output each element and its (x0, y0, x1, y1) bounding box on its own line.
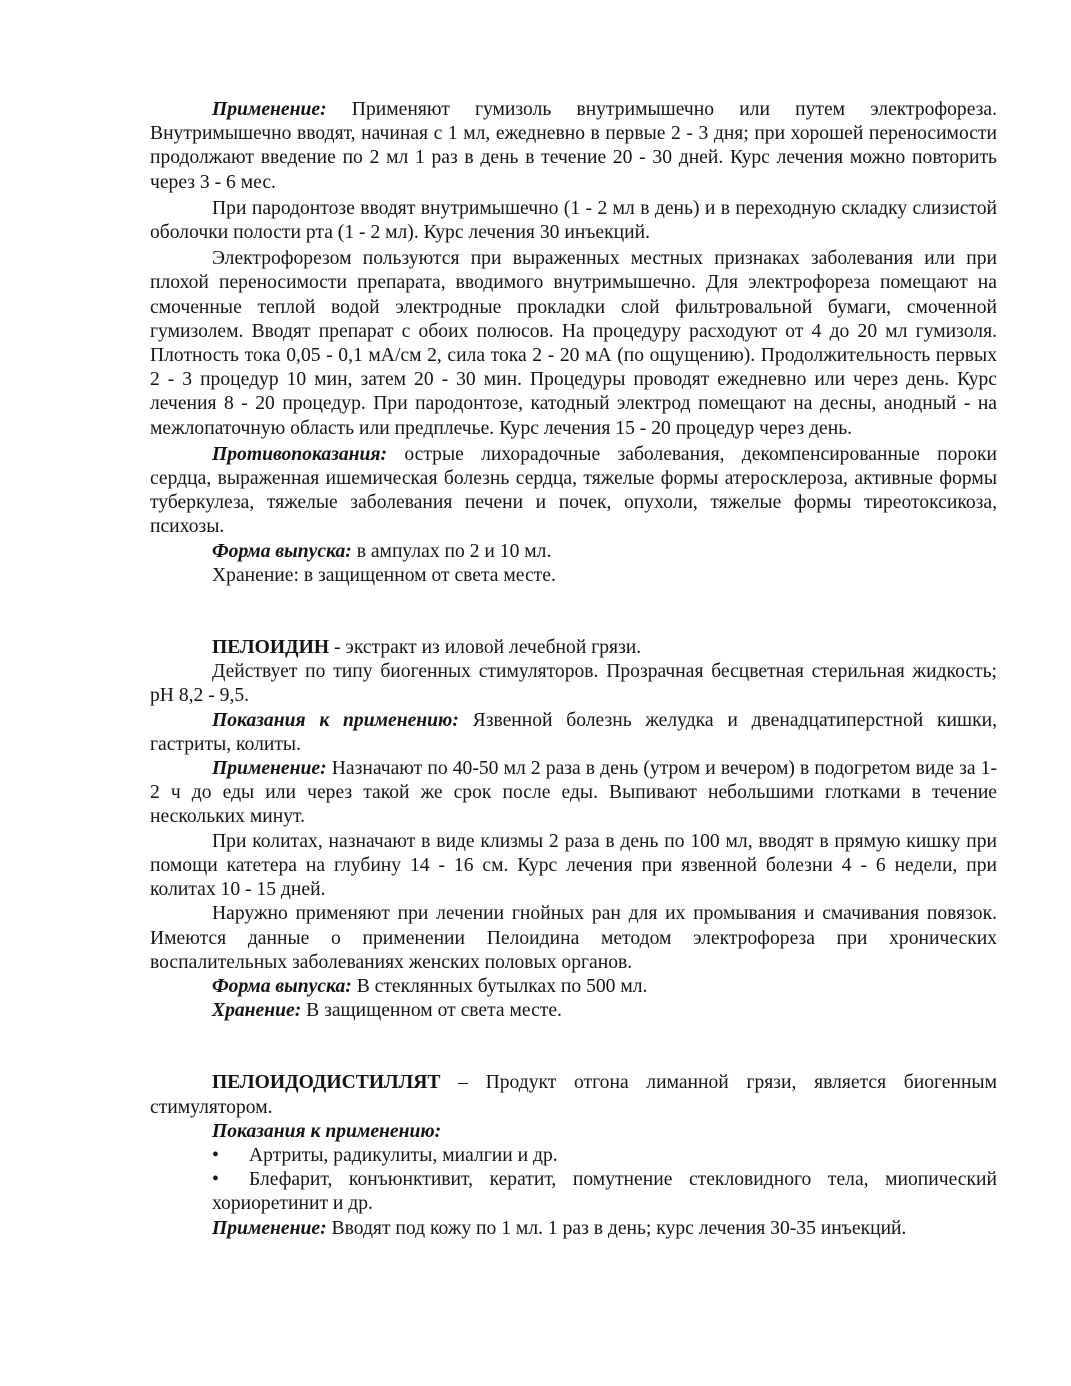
peloidin-name: ПЕЛОИДИН (212, 637, 330, 659)
section-spacer (150, 588, 997, 636)
indication-bullet-item (150, 1144, 997, 1168)
peloidodistillate-indications-label: Показания к применению: (212, 1120, 442, 1142)
peloidin-application-label: Применение: (212, 758, 327, 780)
peloidin-name-desc: - экстракт из иловой лечебной грязи. (329, 637, 642, 659)
humisol-storage-paragraph: Хранение: в защищенном от света месте. (212, 564, 556, 586)
indication-bullet-item (150, 1168, 997, 1216)
peloidin-action-paragraph: Действует по типу биогенных стимуляторов. Прозрачная бесцветная стерильная жидкость; pH 8,2 - 9,5. (150, 661, 997, 707)
humisol-form-paragraph (150, 540, 997, 564)
peloidin-application-paragraph (150, 757, 997, 830)
peloidodistillate-name-desc: – Продукт отгона лиманной грязи, является биогенным стимулятором. (150, 1072, 997, 1118)
humisol-form-label: Форма выпуска: (212, 540, 352, 562)
peloidodistillate-application-paragraph (150, 1217, 997, 1241)
peloidin-form-paragraph (150, 975, 997, 999)
humisol-contraindications-label: Противопоказания: (212, 443, 388, 465)
peloidin-storage-paragraph (150, 999, 997, 1023)
peloidodistillate-application-label: Применение: (212, 1217, 327, 1239)
peloidin-heading (150, 636, 997, 660)
bullet-marker: • (212, 1169, 219, 1191)
peloidin-form-label: Форма выпуска: (212, 975, 352, 997)
peloidin-storage-text: В защищенном от света месте. (301, 1000, 562, 1022)
peloidin-external-paragraph: Наружно применяют при лечении гнойных ран для их промывания и смачивания повязок. Имеются данные о применении Пелоидина методом электрофореза при хронических воспалительных заболеваниях женских половых органов. (150, 903, 997, 973)
humisol-application-paragraph (150, 98, 997, 195)
peloidodistillate-name: ПЕЛОИДОДИСТИЛЛЯТ (212, 1072, 441, 1094)
bullet-text: Артриты, радикулиты, миалгии и др. (249, 1144, 558, 1166)
peloidodistillate-application-text: Вводят под кожу по 1 мл. 1 раз в день; курс лечения 30-35 инъекций. (326, 1217, 907, 1239)
bullet-text: Блефарит, конъюнктивит, кератит, помутнение стекловидного тела, миопический хориоретинит и др. (212, 1169, 997, 1215)
peloidin-indications-paragraph (150, 709, 997, 757)
humisol-contraindications-text: острые лихорадочные заболевания, декомпенсированные пороки сердца, выраженная ишемическая болезнь сердца, тяжелые формы атеросклероза, активные формы туберкулеза, тяжелые заболевания печени и почек, опухоли, тяжелые формы тиреотоксикоза, психозы. (150, 443, 997, 538)
document-page (150, 98, 997, 1241)
peloidin-application-text: Назначают по 40-50 мл 2 раза в день (утром и вечером) в подогретом виде за 1-2 ч до еды или через такой же срок после еды. Выпивают небольшими глотками в течение нескольких минут. (150, 758, 997, 828)
peloidodistillate-indications-heading (150, 1120, 997, 1144)
peloidin-colitis-paragraph: При колитах, назначают в виде клизмы 2 раза в день по 100 мл, вводят в прямую кишку при помощи катетера на глубину 14 - 16 см. Курс лечения при язвенной болезни 4 - 6 недели, при колитах 10 - 15 дней. (150, 830, 997, 901)
bullet-marker: • (212, 1144, 219, 1166)
humisol-contraindications-paragraph (150, 443, 997, 540)
humisol-form-text: в ампулах по 2 и 10 мл. (351, 540, 552, 562)
peloidin-indications-label: Показания к применению: (212, 709, 459, 731)
humisol-application-label: Применение: (212, 99, 327, 120)
peloidin-indications-text: Язвенной болезнь желудка и двенадцатиперстной кишки, гастриты, колиты. (150, 709, 997, 755)
section-spacer (150, 1023, 997, 1071)
peloidin-form-text: В стеклянных бутылках по 500 мл. (351, 975, 648, 997)
humisol-electrophoresis-paragraph: Электрофорезом пользуются при выраженных местных признаках заболевания или при плохой переносимости препарата, вводимого внутримышечно. Для электрофореза помещают на смоченные теплой водой электродные прокладки слой фильтровальной бумаги, смоченной гумизолем. Вводят препарат с обоих полюсов. На процедуру расходуют от 4 до 20 мл гумизоля. Плотность тока 0,05 - 0,1 мА/см 2, сила тока 2 - 20 мА (по ощущению). Продолжительность первых 2 - 3 процедур 10 мин, затем 20 - 30 мин. Процедуры проводят ежедневно или через день. Курс лечения 8 - 20 процедур. При пародонтозе, катодный электрод помещают на десны, анодный - на межлопаточную область или предплечье. Курс лечения 15 - 20 процедур через день. (150, 248, 997, 439)
peloidin-storage-label: Хранение: (212, 1000, 302, 1022)
peloidodistillate-heading (150, 1071, 997, 1119)
humisol-application-text: Применяют гумизоль внутримышечно или путем электрофореза. Внутримышечно вводят, начиная с 1 мл, ежедневно в первые 2 - 3 дня; при хорошей переносимости продолжают введение по 2 мл 1 раз в день в течение 20 - 30 дней. Курс лечения можно повторить через 3 - 6 мес. (150, 99, 997, 193)
humisol-parodontosis-paragraph: При пародонтозе вводят внутримышечно (1 - 2 мл в день) и в переходную складку слизистой оболочки полости рта (1 - 2 мл). Курс лечения 30 инъекций. (150, 197, 997, 244)
